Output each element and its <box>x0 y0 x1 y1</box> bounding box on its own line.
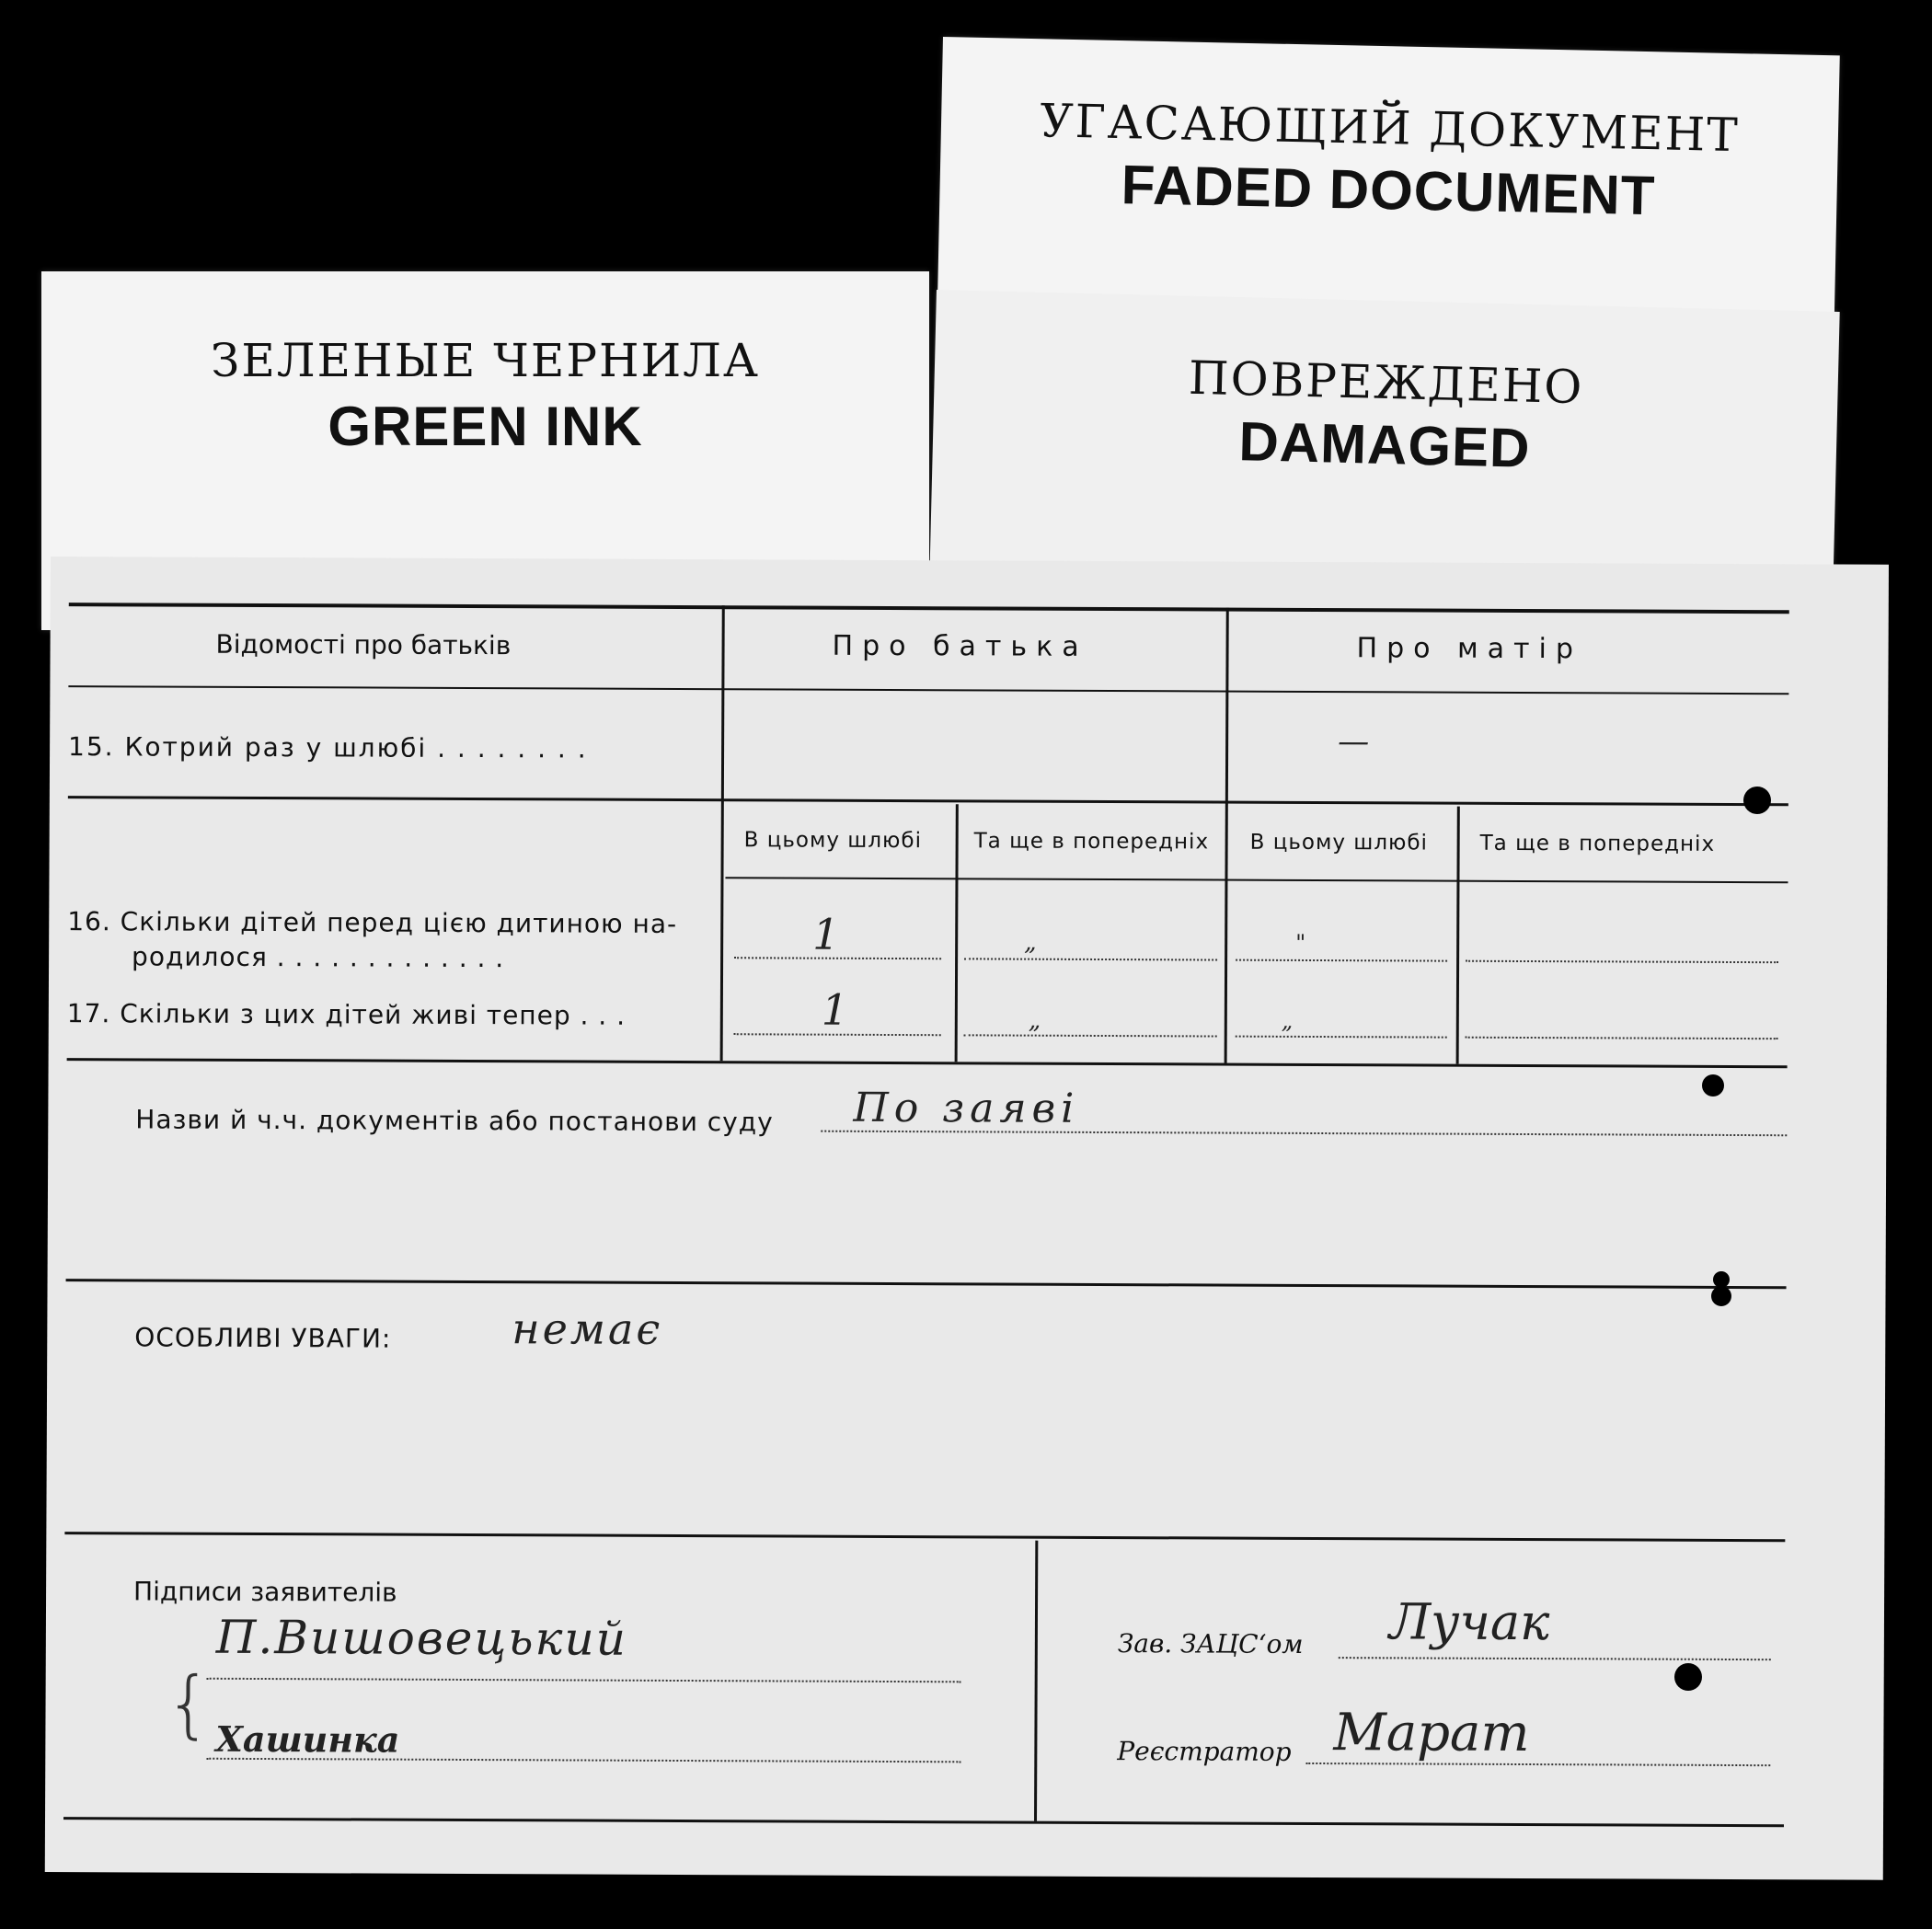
row16-father-prev-value: „ <box>1024 928 1037 957</box>
row16-label-line1: 16. Скільки дітей перед цією дитиною на- <box>67 906 678 939</box>
about-father-header: Про батька <box>832 629 1088 663</box>
damaged-label-ru: ПОВРЕЖДЕНО <box>1188 350 1585 415</box>
applicants-brace: { <box>165 1660 213 1747</box>
parents-info-header: Відомості про батьків <box>215 628 512 661</box>
father-previous-header: Та ще в попередніх <box>973 829 1210 855</box>
row15-rule <box>68 796 1788 806</box>
applicant1-line <box>207 1678 961 1683</box>
registrar-line <box>1305 1763 1770 1766</box>
subheader-rule <box>725 877 1788 883</box>
documents-value: По заяві <box>853 1084 1080 1132</box>
head-of-registry-label: Зав. ЗАЦС‘ом <box>1117 1628 1304 1659</box>
head-of-registry-line <box>1339 1657 1771 1660</box>
punch-hole <box>1674 1663 1702 1691</box>
applicant2-line <box>206 1758 960 1763</box>
head-of-registry-signature: Лучак <box>1388 1592 1550 1652</box>
birth-record-form <box>45 557 1889 1880</box>
about-mother-header: Про матір <box>1356 632 1583 666</box>
father-this-marriage-header: В цьому шлюбі <box>743 828 923 854</box>
row17-father-prev-line <box>964 1034 1217 1037</box>
faded-document-label-ru: УГАСАЮЩИЙ ДОКУМЕНТ <box>1039 94 1741 163</box>
documents-bottom-rule <box>66 1279 1787 1289</box>
mother-this-marriage-header: В цьому шлюбі <box>1249 830 1429 855</box>
punch-hole <box>1713 1271 1730 1288</box>
col-divider-2 <box>1225 608 1229 1063</box>
row17-mother-this-line <box>1236 1036 1447 1039</box>
table-bottom-rule <box>67 1058 1788 1068</box>
row15-label: 15. Котрий раз у шлюбі . . . . . . . . <box>68 731 588 764</box>
header-rule <box>68 685 1788 695</box>
row15-mother-value: — <box>1338 723 1370 761</box>
registrar-label: Реєстратор <box>1117 1736 1292 1767</box>
faded-document-label-en: FADED DOCUMENT <box>1121 154 1657 227</box>
documents-label: Назви й ч.ч. документів або постанови суду <box>135 1104 774 1138</box>
punch-hole <box>1743 787 1771 814</box>
applicant2-signature: Хашинка <box>215 1717 400 1761</box>
row16-father-this-value: 1 <box>812 909 840 959</box>
applicant1-signature: П.Вишовецький <box>215 1610 627 1666</box>
green-ink-label-ru: ЗЕЛЕНЫЕ ЧЕРНИЛА <box>211 334 760 387</box>
row16-mother-prev-line <box>1466 960 1778 963</box>
row16-mother-this-value: " <box>1295 929 1306 956</box>
row17-father-this-value: 1 <box>821 984 849 1035</box>
punch-hole <box>1711 1286 1731 1306</box>
special-notes-label: ОСОБЛИВІ УВАГИ: <box>134 1322 392 1354</box>
damaged-label-card <box>929 290 1840 606</box>
signature-divider <box>1034 1541 1038 1821</box>
mother-previous-header: Та ще в попередніх <box>1479 831 1716 856</box>
top-rule <box>69 603 1789 614</box>
damaged-label-en: DAMAGED <box>1237 410 1532 479</box>
punch-hole <box>1702 1074 1724 1097</box>
row16-mother-this-line <box>1236 959 1447 962</box>
col-divider-father <box>955 804 959 1062</box>
row16-label-line2: родилося . . . . . . . . . . . . . <box>132 941 505 974</box>
form-bottom-rule <box>63 1817 1784 1827</box>
notes-bottom-rule <box>64 1532 1785 1542</box>
applicants-signatures-label: Підписи заявителів <box>133 1576 397 1608</box>
row17-mother-this-value: „ <box>1281 1007 1294 1034</box>
col-divider-1 <box>720 605 725 1061</box>
registrar-signature: Марат <box>1333 1703 1530 1764</box>
row17-mother-prev-line <box>1466 1037 1778 1039</box>
special-notes-value: немає <box>512 1303 663 1354</box>
col-divider-mother <box>1456 807 1460 1064</box>
row17-father-prev-value: „ <box>1028 1006 1041 1035</box>
row16-father-prev-line <box>964 958 1217 960</box>
row17-label: 17. Скільки з цих дітей живі тепер . . . <box>66 998 627 1031</box>
green-ink-label-en: GREEN INK <box>328 396 643 457</box>
